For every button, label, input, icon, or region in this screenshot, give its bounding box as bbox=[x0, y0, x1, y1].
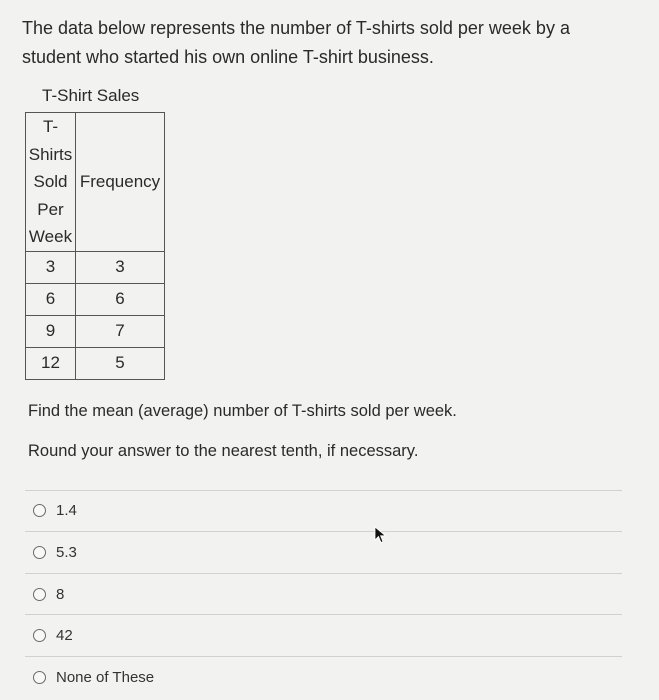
answer-option-42[interactable] bbox=[33, 627, 73, 644]
header-line: T- bbox=[42, 117, 59, 136]
table-row bbox=[26, 283, 165, 315]
option-label: 42 bbox=[56, 627, 73, 644]
radio-button[interactable] bbox=[33, 546, 46, 559]
option-label: 5.3 bbox=[56, 544, 77, 561]
divider bbox=[25, 573, 622, 574]
table-caption: T-Shirt Sales bbox=[42, 86, 140, 105]
cell-shirts-sold: 9 bbox=[26, 315, 76, 347]
header-frequency: Frequency bbox=[76, 113, 165, 252]
answer-option-1-4[interactable] bbox=[33, 502, 77, 519]
divider bbox=[25, 614, 622, 615]
table-row bbox=[26, 251, 165, 283]
table-row bbox=[26, 315, 165, 347]
radio-button[interactable] bbox=[33, 504, 46, 517]
option-label: 8 bbox=[56, 586, 65, 603]
table-header-row bbox=[26, 113, 165, 252]
cell-shirts-sold: 6 bbox=[26, 283, 76, 315]
cell-frequency: 5 bbox=[76, 347, 165, 379]
header-tshirts-sold-per-week bbox=[26, 113, 76, 252]
answer-option-none-of-these[interactable] bbox=[33, 669, 154, 686]
option-label: 1.4 bbox=[56, 502, 77, 519]
table-row bbox=[26, 347, 165, 379]
divider bbox=[25, 656, 622, 657]
cell-shirts-sold: 12 bbox=[26, 347, 76, 379]
header-line: Per bbox=[37, 199, 64, 219]
divider bbox=[25, 490, 622, 491]
header-line: Sold bbox=[33, 172, 68, 191]
cell-shirts-sold: 3 bbox=[26, 251, 76, 283]
option-label: None of These bbox=[56, 669, 155, 686]
divider bbox=[25, 531, 622, 532]
radio-button[interactable] bbox=[33, 588, 46, 601]
question-text: Find the mean (average) number of T-shirts sold per week. bbox=[28, 402, 457, 420]
radio-button[interactable] bbox=[33, 671, 46, 684]
cell-frequency: 6 bbox=[76, 283, 165, 315]
mouse-pointer-icon bbox=[374, 526, 388, 544]
intro-text: The data below represents the number of T-shirts sold per week by a student who started his own online T-shirt business. bbox=[22, 18, 570, 67]
cell-frequency: 7 bbox=[76, 315, 165, 347]
radio-button[interactable] bbox=[33, 629, 46, 642]
answer-option-8[interactable] bbox=[33, 586, 64, 603]
header-line: Week bbox=[28, 227, 73, 246]
header-line: Shirts bbox=[28, 144, 73, 164]
answer-option-5-3[interactable] bbox=[33, 544, 77, 561]
rounding-instruction: Round your answer to the nearest tenth, if necessary. bbox=[28, 442, 419, 460]
cell-frequency: 3 bbox=[76, 251, 165, 283]
sales-table bbox=[25, 112, 165, 380]
